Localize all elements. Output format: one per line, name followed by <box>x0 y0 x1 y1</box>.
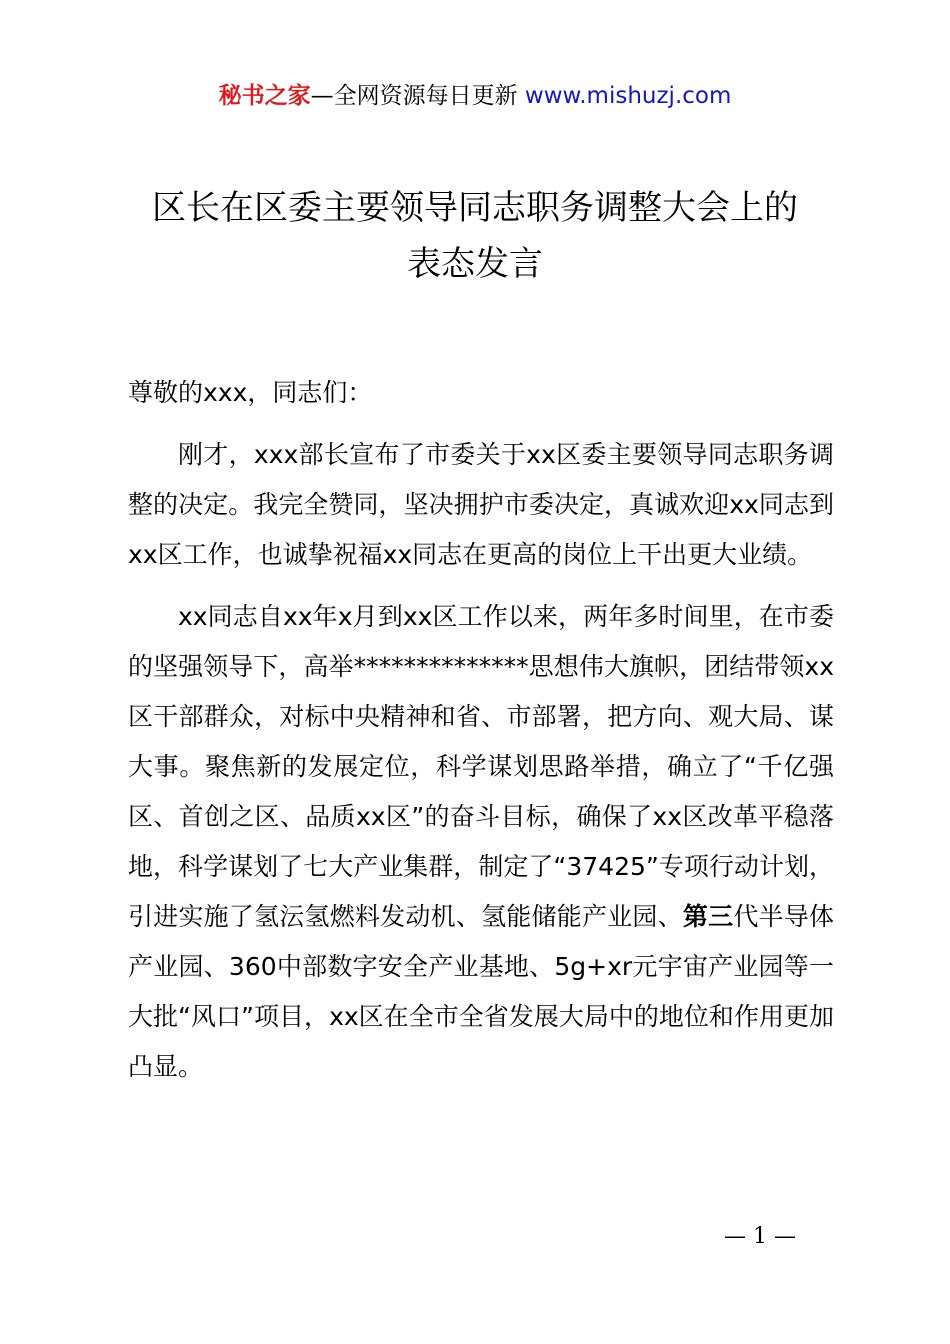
salutation: 尊敬的xxx，同志们： <box>128 378 373 407</box>
paragraph-2-text-a: xx同志自xx年x月到xx区工作以来，两年多时间里，在市委的坚强领导下，高举**************思想伟大旗帜，团结带领xx区干部群众，对标中央精神和省、市部署，把方向、观大局、谋大事。聚焦新的发展定位，科学谋划思路举措，确立了“千亿强区、首创之区、品质xx区”的奋斗目标，确保了xx区改革平稳落地，科学谋划了七大产业集群，制定了“37425”专项行动计划，引进实施了氢沄氢燃料发动机、氢能储能产业园、 <box>128 602 834 931</box>
page-number: — 1 — <box>724 1224 796 1249</box>
paragraph-2 <box>128 592 834 1092</box>
title-line-1: 区长在区委主要领导同志职务调整大会上的 <box>152 188 798 228</box>
site-url-link[interactable]: www.mishuzj.com <box>524 83 732 109</box>
site-header <box>0 80 950 112</box>
document-body <box>128 368 834 1092</box>
paragraph-2-bold-text: 第三 <box>682 902 734 931</box>
paragraph-2-text-b: 代半导体产业园、360中部数字安全产业基地、5g+xr元宇宙产业园等一大批“风口”项目，xx区在全市全省发展大局中的地位和作用更加凸显。 <box>128 902 834 1081</box>
paragraph-1: 刚才，xxx部长宣布了市委关于xx区委主要领导同志职务调整的决定。我完全赞同，坚决拥护市委决定，真诚欢迎xx同志到xx区工作，也诚挚祝福xx同志在更高的岗位上干出更大业绩。 <box>128 440 834 569</box>
title-line-2: 表态发言 <box>407 244 543 284</box>
header-tagline: —全网资源每日更新 <box>310 83 518 109</box>
document-title <box>60 180 890 292</box>
brand-name: 秘书之家 <box>218 83 311 109</box>
